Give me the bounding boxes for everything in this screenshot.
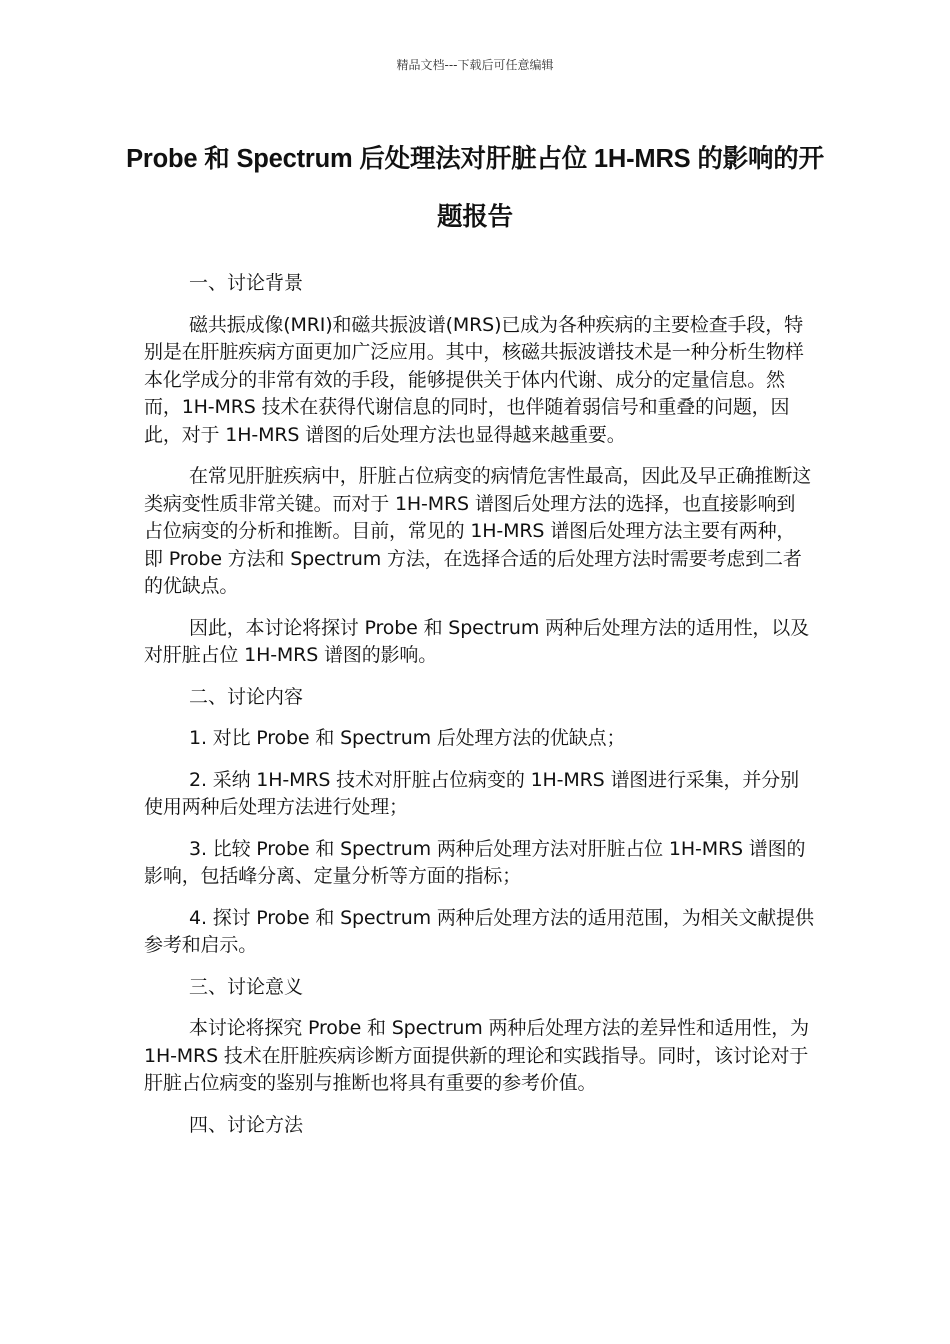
section-heading-significance: 三、讨论意义 xyxy=(189,975,304,998)
document-body xyxy=(144,270,814,1153)
list-item-1: 1. 对比 Probe 和 Spectrum 后处理方法的优缺点； xyxy=(189,727,626,749)
paragraph-study-purpose: 因此，本讨论将探讨 Probe 和 Spectrum 两种后处理方法的适用性，以及对肝脏占位 1H-MRS 谱图的影响。 xyxy=(144,616,809,666)
list-item-4: 4. 探讨 Probe 和 Spectrum 两种后处理方法的适用范围，为相关文献提供参考和启示。 xyxy=(144,906,814,956)
section-heading-background: 一、讨论背景 xyxy=(189,272,304,294)
section-heading-methods: 四、讨论方法 xyxy=(189,1113,304,1136)
section-heading-content: 二、讨论内容 xyxy=(189,685,304,708)
document-title: Probe 和 Spectrum 后处理法对肝脏占位 1H-MRS 的影响的开题报告 xyxy=(126,145,824,231)
paragraph-liver-lesions: 在常见肝脏疾病中，肝脏占位病变的病情危害性最高，因此及早正确推断这类病变性质非常关键。而对于 1H-MRS 谱图后处理方法的选择，也直接影响到占位病变的分析和推断。目前，常见的 1H-MRS 谱图后处理方法主要有两种，即 Probe 方法和 Spectrum 方法，在选择合适的后处理方法时需要考虑到二者的优缺点。 xyxy=(144,465,812,597)
page-header-watermark: 精品文档---下载后可任意编辑 xyxy=(396,58,554,72)
list-item-2: 2. 采纳 1H-MRS 技术对肝脏占位病变的 1H-MRS 谱图进行采集，并分别使用两种后处理方法进行处理； xyxy=(144,768,799,818)
paragraph-mri-mrs-intro: 磁共振成像(MRI)和磁共振波谱(MRS)已成为各种疾病的主要检查手段，特别是在肝脏疾病方面更加广泛应用。其中，核磁共振波谱技术是一种分析生物样本化学成分的非常有效的手段，能够提供关于体内代谢、成分的定量信息。然而，1H-MRS 技术在获得代谢信息的同时，也伴随着弱信号和重叠的问题，因此，对于 1H-MRS 谱图的后处理方法也显得越来越重要。 xyxy=(144,313,804,446)
list-item-3: 3. 比较 Probe 和 Spectrum 两种后处理方法对肝脏占位 1H-MRS 谱图的影响，包括峰分离、定量分析等方面的指标； xyxy=(144,837,806,887)
paragraph-significance: 本讨论将探究 Probe 和 Spectrum 两种后处理方法的差异性和适用性，为 1H-MRS 技术在肝脏疾病诊断方面提供新的理论和实践指导。同时，该讨论对于肝脏占位病变的鉴别与推断也将具有重要的参考价值。 xyxy=(144,1017,809,1094)
